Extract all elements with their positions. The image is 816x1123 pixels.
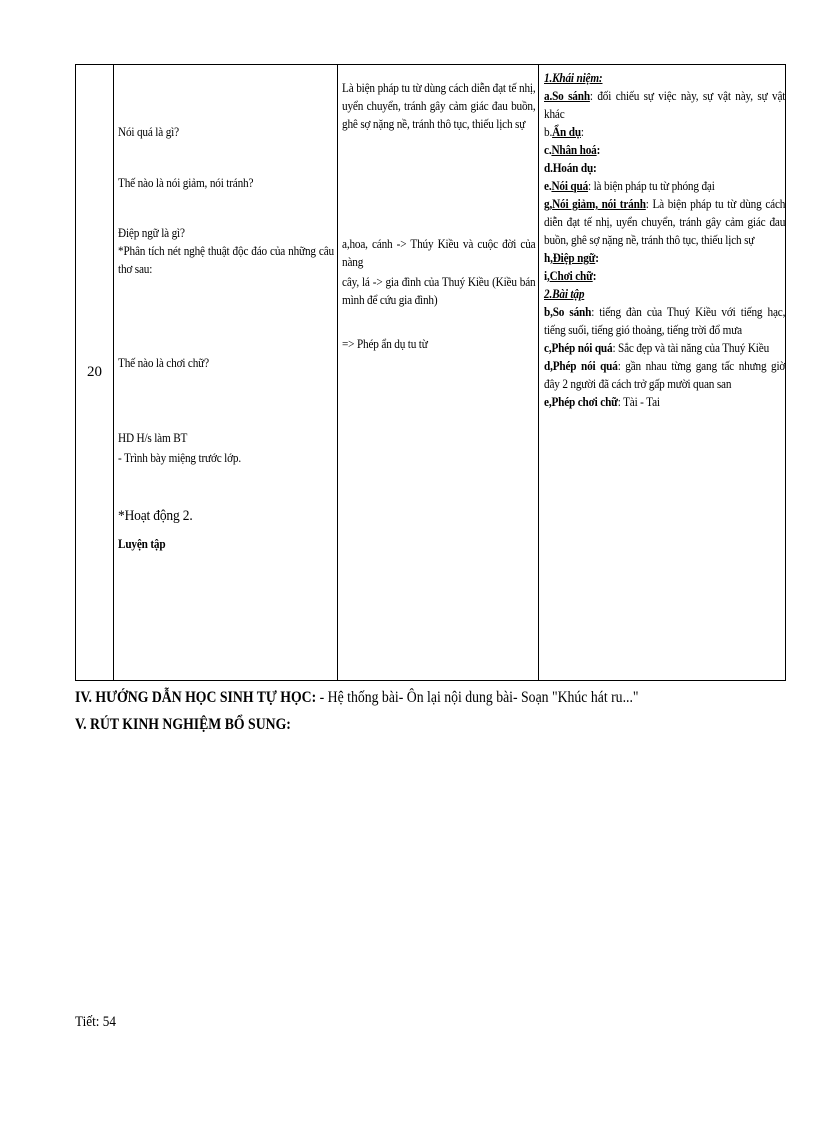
teacher-cell bbox=[338, 65, 538, 681]
exercise-d-text: : gần nhau từng gang tấc nhưng giờ đây 2 người đã cách trở gấp mười quan san bbox=[543, 359, 785, 391]
nhan-hoa-prefix: c. bbox=[543, 143, 552, 157]
section-v: V. RÚT KINH NGHIỆM BỔ SUNG: bbox=[75, 716, 291, 733]
exercise-c-text: : Sắc đẹp và tài năng của Thuý Kiều bbox=[612, 341, 769, 355]
noi-qua-text: : là biện pháp tu từ phóng đại bbox=[587, 179, 715, 193]
exercise-d bbox=[544, 357, 785, 393]
trinh-bay-text: - Trình bày miệng trước lớp. bbox=[118, 451, 242, 465]
content-list bbox=[544, 69, 785, 411]
exercise-e bbox=[544, 393, 785, 411]
nhan-hoa-label: Nhân hoá bbox=[551, 143, 597, 157]
item-nhan-hoa bbox=[544, 141, 785, 159]
activity-content bbox=[114, 65, 337, 680]
conclusion-an-du: => Phép ẩn dụ tu từ bbox=[342, 337, 429, 351]
question-diep-ngu: Điệp ngữ là gì? bbox=[118, 226, 185, 240]
section-iv bbox=[75, 689, 639, 707]
exercise-b-label: b,So sánh bbox=[543, 305, 591, 319]
noi-qua-label: Nói quá bbox=[551, 179, 588, 193]
luyen-tap-heading: Luyện tập bbox=[118, 537, 166, 551]
hd-label: HD H/s làm BT bbox=[118, 431, 188, 445]
table-row bbox=[76, 65, 786, 681]
item-choi-chu bbox=[544, 267, 785, 285]
exercise-b bbox=[544, 303, 785, 339]
so-sanh-label: a.So sánh bbox=[543, 89, 590, 103]
question-choi-chu: Thế nào là chơi chữ? bbox=[118, 356, 209, 370]
question-noi-qua: Nói quá là gì? bbox=[118, 125, 179, 139]
noi-qua-prefix: e. bbox=[543, 179, 552, 193]
diep-ngu-prefix: h, bbox=[543, 251, 553, 265]
an-du-label: Ẩn dụ bbox=[551, 125, 581, 139]
so-sanh-text: : đối chiếu sự việc này, sự vật này, sự vật khác bbox=[543, 89, 785, 121]
exercise-b-text: : tiếng đàn của Thuý Kiều với tiếng hạc, tiếng suối, tiếng gió thoảng, tiếng trời đổ mưa bbox=[543, 305, 785, 337]
analysis-cay-la: cây, lá -> gia đình của Thuý Kiều (Kiều bán mình để cứu gia đình) bbox=[342, 275, 536, 307]
item-hoan-du: d.Hoán dụ: bbox=[543, 161, 597, 175]
noi-giam-prefix: g, bbox=[543, 197, 552, 211]
item-diep-ngu bbox=[544, 249, 785, 267]
an-du-prefix: b. bbox=[543, 125, 552, 139]
exercise-c-label: c,Phép nói quá bbox=[543, 341, 613, 355]
time-value: 20 bbox=[87, 364, 103, 380]
section-iv-text: - Hệ thống bài- Ôn lại nội dung bài- Soạn "Khúc hát ru..." bbox=[316, 689, 639, 706]
exercise-d-label: d,Phép nói quá bbox=[543, 359, 618, 373]
noi-giam-label: Nói giảm, nói tránh bbox=[551, 197, 646, 211]
diep-ngu-label: Điệp ngữ bbox=[552, 251, 595, 265]
choi-chu-suffix: : bbox=[592, 269, 596, 283]
diep-ngu-suffix: : bbox=[594, 251, 599, 265]
item-an-du bbox=[544, 123, 785, 141]
section-iv-label: IV. HƯỚNG DẪN HỌC SINH TỰ HỌC: bbox=[75, 689, 317, 706]
activity-cell bbox=[114, 65, 338, 681]
item-so-sanh bbox=[544, 87, 785, 123]
choi-chu-label: Chơi chữ bbox=[549, 269, 593, 283]
analysis-hoa-canh: a,hoa, cánh -> Thúy Kiều và cuộc đời của nàng bbox=[342, 237, 536, 269]
hoat-dong-heading: *Hoạt động 2. bbox=[118, 508, 193, 524]
item-noi-giam bbox=[544, 195, 785, 249]
definition-noi-giam: Là biện pháp tu từ dùng cách diễn đạt tế nhị, uyển chuyển, tránh gây cảm giác đau buồn, ghê sợ nặng nề, tránh thô tục, thiếu lịch sự bbox=[342, 81, 536, 131]
question-phan-tich: *Phân tích nét nghệ thuật độc đáo của những câu thơ sau: bbox=[118, 244, 335, 276]
exercise-c bbox=[544, 339, 785, 357]
an-du-suffix: : bbox=[580, 125, 584, 139]
content-body bbox=[539, 65, 785, 680]
exercise-e-text: : Tài - Tai bbox=[617, 395, 660, 409]
exercise-e-label: e,Phép chơi chữ bbox=[543, 395, 618, 409]
item-noi-qua bbox=[544, 177, 785, 195]
khai-niem-heading: 1.Khái niệm: bbox=[543, 71, 603, 85]
bai-tap-heading: 2.Bài tập bbox=[543, 287, 584, 301]
lesson-table bbox=[75, 64, 786, 681]
content-cell bbox=[538, 65, 785, 681]
tiet-label: Tiết: 54 bbox=[75, 1014, 116, 1030]
noi-giam-text: : Là biện pháp tu từ dùng cách diễn đạt tế nhị, uyển chuyển, tránh gây cảm giác đau buồn, ghê sợ nặng nề, tránh thô tục, thiếu lịch sự bbox=[543, 197, 785, 247]
choi-chu-prefix: i, bbox=[543, 269, 550, 283]
time-cell bbox=[76, 65, 114, 681]
teacher-content bbox=[338, 65, 537, 680]
nhan-hoa-suffix: : bbox=[596, 143, 600, 157]
question-noi-giam: Thế nào là nói giảm, nói tránh? bbox=[118, 176, 254, 190]
